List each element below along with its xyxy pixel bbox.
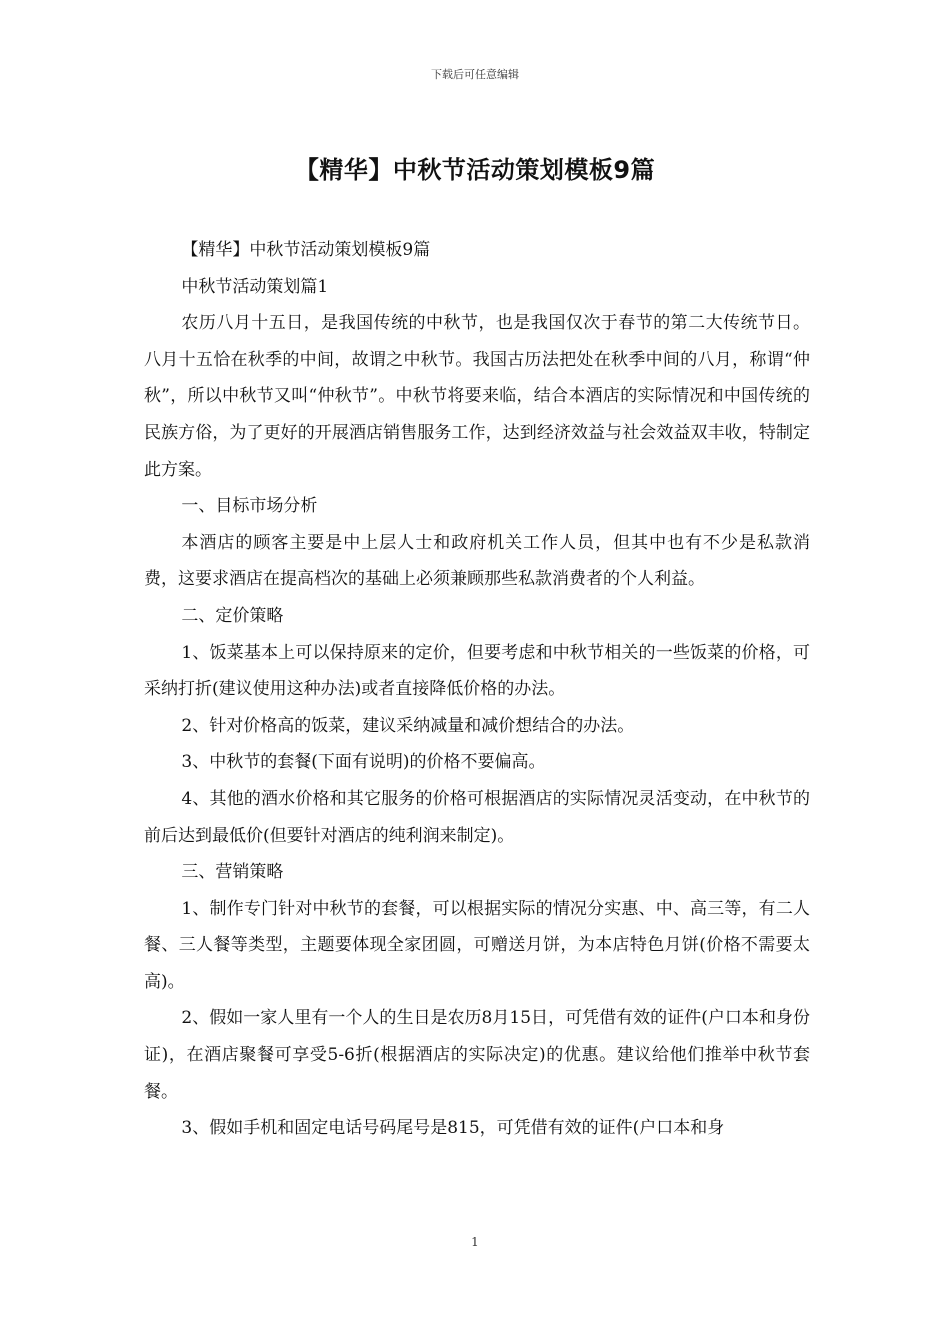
heading-marketing-strategy: 三、营销策略 xyxy=(181,862,284,883)
paragraph-intro: 农历八月十五日，是我国传统的中秋节，也是我国仅次于春节的第二大传统节日。八月十五恰在秋季的中间，故谓之中秋节。我国古历法把处在秋季中间的八月，称谓“仲秋”，所以中秋节又叫“仲秋节”。中秋节将要来临，结合本酒店的实际情况和中国传统的民族方俗，为了更好的开展酒店销售服务工作，达到经济效益与社会效益双丰收，特制定此方案。 xyxy=(144,313,810,480)
paragraph-marketing-3: 3、假如手机和固定电话号码尾号是815，可凭借有效的证件(户口本和身 xyxy=(181,1118,725,1139)
document-body xyxy=(144,232,810,1147)
paragraph-pricing-3: 3、中秋节的套餐(下面有说明)的价格不要偏高。 xyxy=(181,752,546,773)
paragraph-pricing-4: 4、其他的酒水价格和其它服务的价格可根据酒店的实际情况灵活变动，在中秋节的前后达到最低价(但要针对酒店的纯利润来制定)。 xyxy=(144,788,810,846)
paragraph-marketing-2: 2、假如一家人里有一个人的生日是农历8月15日，可凭借有效的证件(户口本和身份证)，在酒店聚餐可享受5-6折(根据酒店的实际决定)的优惠。建议给他们推举中秋节套餐。 xyxy=(144,1008,810,1102)
header-note: 下载后可任意编辑 xyxy=(431,68,519,81)
paragraph-pricing-2: 2、针对价格高的饭菜，建议采纳减量和减价想结合的办法。 xyxy=(181,715,635,736)
paragraph-marketing-1: 1、制作专门针对中秋节的套餐，可以根据实际的情况分实惠、中、高三等，有二人餐、三人餐等类型，主题要体现全家团圆，可赠送月饼，为本店特色月饼(价格不需要太高)。 xyxy=(144,898,810,992)
page-number: 1 xyxy=(471,1235,479,1249)
heading-pricing-strategy: 二、定价策略 xyxy=(181,605,284,626)
paragraph-subtitle: 【精华】中秋节活动策划模板9篇 xyxy=(181,240,431,260)
paragraph-section-heading: 中秋节活动策划篇1 xyxy=(181,276,329,297)
heading-target-market: 一、目标市场分析 xyxy=(181,496,318,517)
document-title: 【精华】中秋节活动策划模板9篇 xyxy=(294,156,656,184)
paragraph-target-market: 本酒店的顾客主要是中上层人士和政府机关工作人员，但其中也有不少是私款消费，这要求酒店在提高档次的基础上必须兼顾那些私款消费者的个人利益。 xyxy=(144,532,810,590)
paragraph-pricing-1: 1、饭菜基本上可以保持原来的定价，但要考虑和中秋节相关的一些饭菜的价格，可采纳打折(建议使用这种办法)或者直接降低价格的办法。 xyxy=(144,642,810,700)
